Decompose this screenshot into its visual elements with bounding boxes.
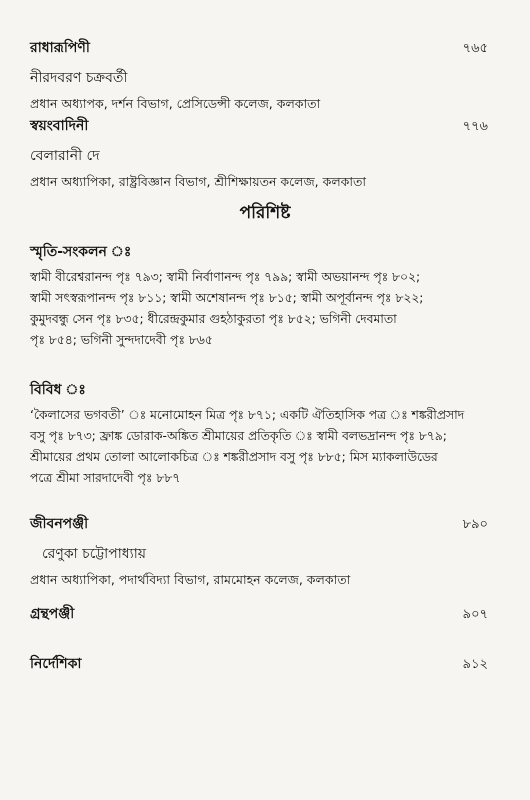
bibidh-section — [30, 378, 500, 489]
entry-affiliation: প্রধান অধ্যাপিকা, পদার্থবিদ্যা বিভাগ, রামমোহন কলেজ, কলকাতা — [30, 572, 351, 587]
entry-author: রেণুকা চট্টোপাধ্যায় — [42, 546, 146, 562]
smriti-line: কুমুদবন্ধু সেন পৃঃ ৮৩৫; ধীরেন্দ্রকুমার গুহঠাকুরতা পৃঃ ৮৫২; ভগিনী দেবমাতা — [30, 312, 397, 326]
bibidh-list — [30, 405, 500, 489]
smriti-line: পৃঃ ৮৫৪; ভগিনী সুন্দদাদেবী পৃঃ ৮৬৫ — [30, 333, 213, 347]
smriti-label: স্মৃতি-সংকলন ঃ — [30, 244, 132, 260]
entry-title: রাধারূপিণী — [30, 40, 90, 56]
toc-entry-nirdeshika — [30, 652, 500, 676]
bibidh-line: বসু পৃঃ ৮৭৩; ফ্রাঙ্ক ডোরাক-অঙ্কিত শ্রীমায়ের প্রতিকৃতি ঃ স্বামী বলভদ্রানন্দ পৃঃ ৮৭৯; — [30, 429, 447, 443]
entry-page-number: ৭৭৬ — [462, 119, 488, 134]
smriti-section — [30, 240, 500, 351]
entry-affiliation: প্রধান অধ্যাপিকা, রাষ্ট্রবিজ্ঞান বিভাগ, শ্রীশিক্ষায়তন কলেজ, কলকাতা — [30, 174, 367, 189]
toc-entry-granthapanji — [30, 602, 500, 626]
entry-title: গ্রন্থপঞ্জী — [30, 606, 75, 622]
entry-title: জীবনপঞ্জী — [30, 516, 89, 532]
bibidh-label: বিবিধ ঃ — [30, 382, 86, 398]
bibidh-line: ‘কৈলাসের ভগবতী’ ঃ মনোমোহন মিত্র পৃঃ ৮৭১; একটি ঐতিহাসিক পত্র ঃ শঙ্করীপ্রসাদ — [30, 408, 465, 422]
smriti-line: স্বামী বীরেশ্বরানন্দ পৃঃ ৭৯৩; স্বামী নির্বাণানন্দ পৃঃ ৭৯৯; স্বামী অভয়ানন্দ পৃঃ ৮০২; — [30, 270, 421, 284]
toc-entry-jibanpanji — [30, 512, 500, 592]
entry-affiliation: প্রধান অধ্যাপক, দর্শন বিভাগ, প্রেসিডেন্সী কলেজ, কলকাতা — [30, 96, 321, 111]
entry-author: নীরদবরণ চক্রবর্তী — [30, 70, 128, 86]
appendix-heading: পরিশিষ্ট — [239, 203, 291, 223]
entry-author: বেলারানী দে — [30, 148, 100, 164]
bibidh-line: পত্রে শ্রীমা সারদাদেবী পৃঃ ৮৮৭ — [30, 471, 181, 485]
toc-entry-swayambadini — [30, 114, 500, 194]
toc-entry-radharupini — [30, 36, 500, 116]
smriti-line: স্বামী সৎস্বরূপানন্দ পৃঃ ৮১১; স্বামী অশেষানন্দ পৃঃ ৮১৫; স্বামী অপূর্বানন্দ পৃঃ ৮২২; — [30, 291, 424, 305]
entry-page-number: ৮৯০ — [462, 517, 488, 532]
entry-title: নির্দেশিকা — [30, 656, 82, 672]
smriti-list — [30, 267, 500, 351]
entry-page-number: ৯১২ — [462, 657, 488, 672]
bibidh-line: শ্রীমায়ের প্রথম তোলা আলোকচিত্র ঃ শঙ্করীপ্রসাদ বসু পৃঃ ৮৮৫; মিস ম্যাকলাউডের — [30, 450, 438, 464]
entry-page-number: ৯০৭ — [462, 607, 488, 622]
entry-title: স্বয়ংবাদিনী — [30, 118, 89, 134]
entry-page-number: ৭৬৫ — [462, 41, 488, 56]
